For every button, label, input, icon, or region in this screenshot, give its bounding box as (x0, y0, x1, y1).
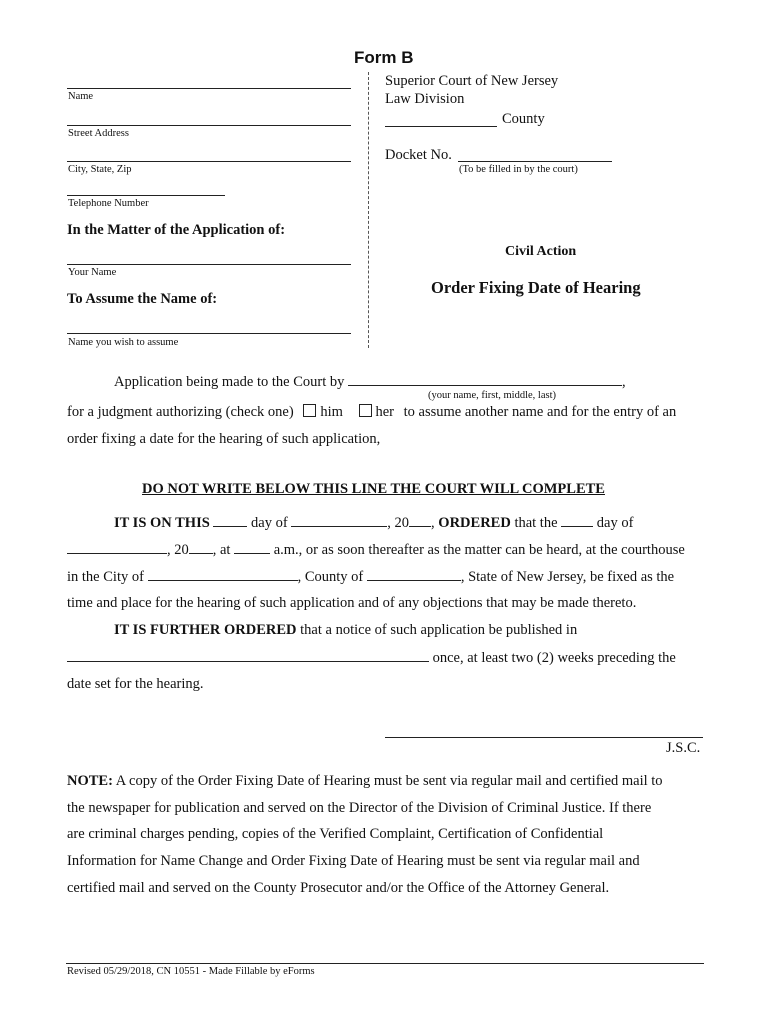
phone-input-line[interactable] (67, 195, 225, 196)
applicant-full-name-field[interactable] (348, 373, 622, 386)
newspaper-line (67, 649, 676, 667)
civil-action-label: Civil Action (505, 244, 577, 259)
day-of: day of (251, 515, 288, 531)
city-field[interactable] (148, 568, 298, 581)
vertical-divider (368, 72, 369, 348)
judge-signature-line[interactable] (385, 737, 703, 738)
county-input-line[interactable] (385, 126, 497, 127)
once-text: once, at least two (2) weeks preceding the (432, 650, 676, 666)
hearing-time-field[interactable] (234, 541, 270, 554)
court-warning: DO NOT WRITE BELOW THIS LINE THE COURT WILL COMPLETE (142, 481, 605, 497)
state-text: , State of New Jersey, be fixed as the (460, 569, 675, 585)
note-line-3: are criminal charges pending, copies of the Verified Complaint, Certification of Confidential (67, 826, 604, 842)
application-line3: order fixing a date for the hearing of such application, (67, 431, 381, 447)
at: , at (212, 542, 231, 558)
further-ordered-line (114, 622, 577, 639)
in-city: in the City of (67, 569, 144, 585)
docket-note: (To be filled in by the court) (459, 164, 578, 175)
note-line-1 (67, 773, 663, 790)
application-line (114, 373, 626, 391)
phone-label: Telephone Number (68, 198, 149, 209)
note-line-4: Information for Name Change and Order Fixing Date of Hearing must be sent via regular mail and (67, 853, 640, 869)
note-line-2: the newspaper for publication and served on the Director of the Division of Criminal Justice. If there (67, 800, 652, 816)
ordered: ORDERED (438, 515, 511, 531)
note-label: NOTE: (67, 773, 113, 789)
docket-input-line[interactable] (458, 161, 612, 162)
it-is-on-this: IT IS ON THIS (114, 515, 210, 531)
court-name: Superior Court of New Jersey (385, 73, 559, 89)
time-place-line: time and place for the hearing of such application and of any objections that may be made thereto. (67, 595, 637, 611)
name-input-line[interactable] (67, 88, 351, 89)
application-intro: Application being made to the Court by (114, 374, 345, 390)
street-input-line[interactable] (67, 125, 351, 126)
her-checkbox[interactable] (359, 404, 372, 417)
new-name-input-line[interactable] (67, 333, 351, 334)
street-label: Street Address (68, 128, 129, 139)
footer-divider (66, 963, 704, 964)
date-set-line: date set for the hearing. (67, 676, 204, 692)
twenty-2: , 20 (167, 542, 189, 558)
hearing-date-line (67, 541, 685, 559)
hearing-day-field[interactable] (561, 514, 593, 527)
name-label: Name (68, 91, 94, 102)
docket-label: Docket No. (385, 147, 452, 163)
note-text-1: A copy of the Order Fixing Date of Hearing must be sent via regular mail and certified mail to (115, 773, 663, 789)
new-name-label: Name you wish to assume (68, 337, 179, 348)
city-input-line[interactable] (67, 161, 351, 162)
note-line-5: certified mail and served on the County Prosecutor and/or the Office of the Attorney General. (67, 880, 610, 896)
twenty: , 20 (387, 515, 410, 531)
order-date-line: IT IS ON THIS day of , 20 , ORDERED that the day of (114, 515, 634, 531)
county-label: County (502, 111, 545, 127)
your-name-input-line[interactable] (67, 264, 351, 265)
name-hint: (your name, first, middle, last) (428, 390, 557, 401)
him-label: him (320, 404, 343, 420)
judgment-prefix: for a judgment authorizing (check one) (67, 404, 294, 420)
him-checkbox[interactable] (303, 404, 316, 417)
assume-heading: To Assume the Name of: (67, 291, 218, 307)
day-of-2: day of (596, 515, 634, 531)
judgment-line (67, 404, 676, 421)
that-the: that the (514, 515, 558, 531)
order-year-field[interactable] (409, 514, 431, 527)
hearing-month-field[interactable] (67, 541, 167, 554)
order-month-field[interactable] (291, 514, 387, 527)
county-field[interactable] (367, 568, 461, 581)
newspaper-field[interactable] (67, 649, 429, 662)
footer-text: Revised 05/29/2018, CN 10551 - Made Fillable by eForms (67, 966, 315, 977)
further-ordered: IT IS FURTHER ORDERED (114, 622, 297, 638)
your-name-label: Your Name (68, 267, 117, 278)
county-of: , County of (297, 569, 364, 585)
order-title: Order Fixing Date of Hearing (431, 278, 641, 297)
further-text: that a notice of such application be published in (300, 622, 578, 638)
jsc-label: J.S.C. (666, 740, 701, 756)
matter-heading: In the Matter of the Application of: (67, 222, 286, 238)
court-division: Law Division (385, 91, 465, 107)
am-text: a.m., or as soon thereafter as the matter can be heard, at the courthouse (273, 542, 685, 558)
her-label: her (375, 404, 395, 420)
city-county-line (67, 568, 674, 586)
judgment-suffix: to assume another name and for the entry of an (403, 404, 677, 420)
comma: , (621, 374, 626, 390)
order-day-field[interactable] (213, 514, 247, 527)
form-title: Form B (354, 48, 414, 67)
city-label: City, State, Zip (68, 164, 132, 175)
hearing-year-field[interactable] (189, 541, 213, 554)
